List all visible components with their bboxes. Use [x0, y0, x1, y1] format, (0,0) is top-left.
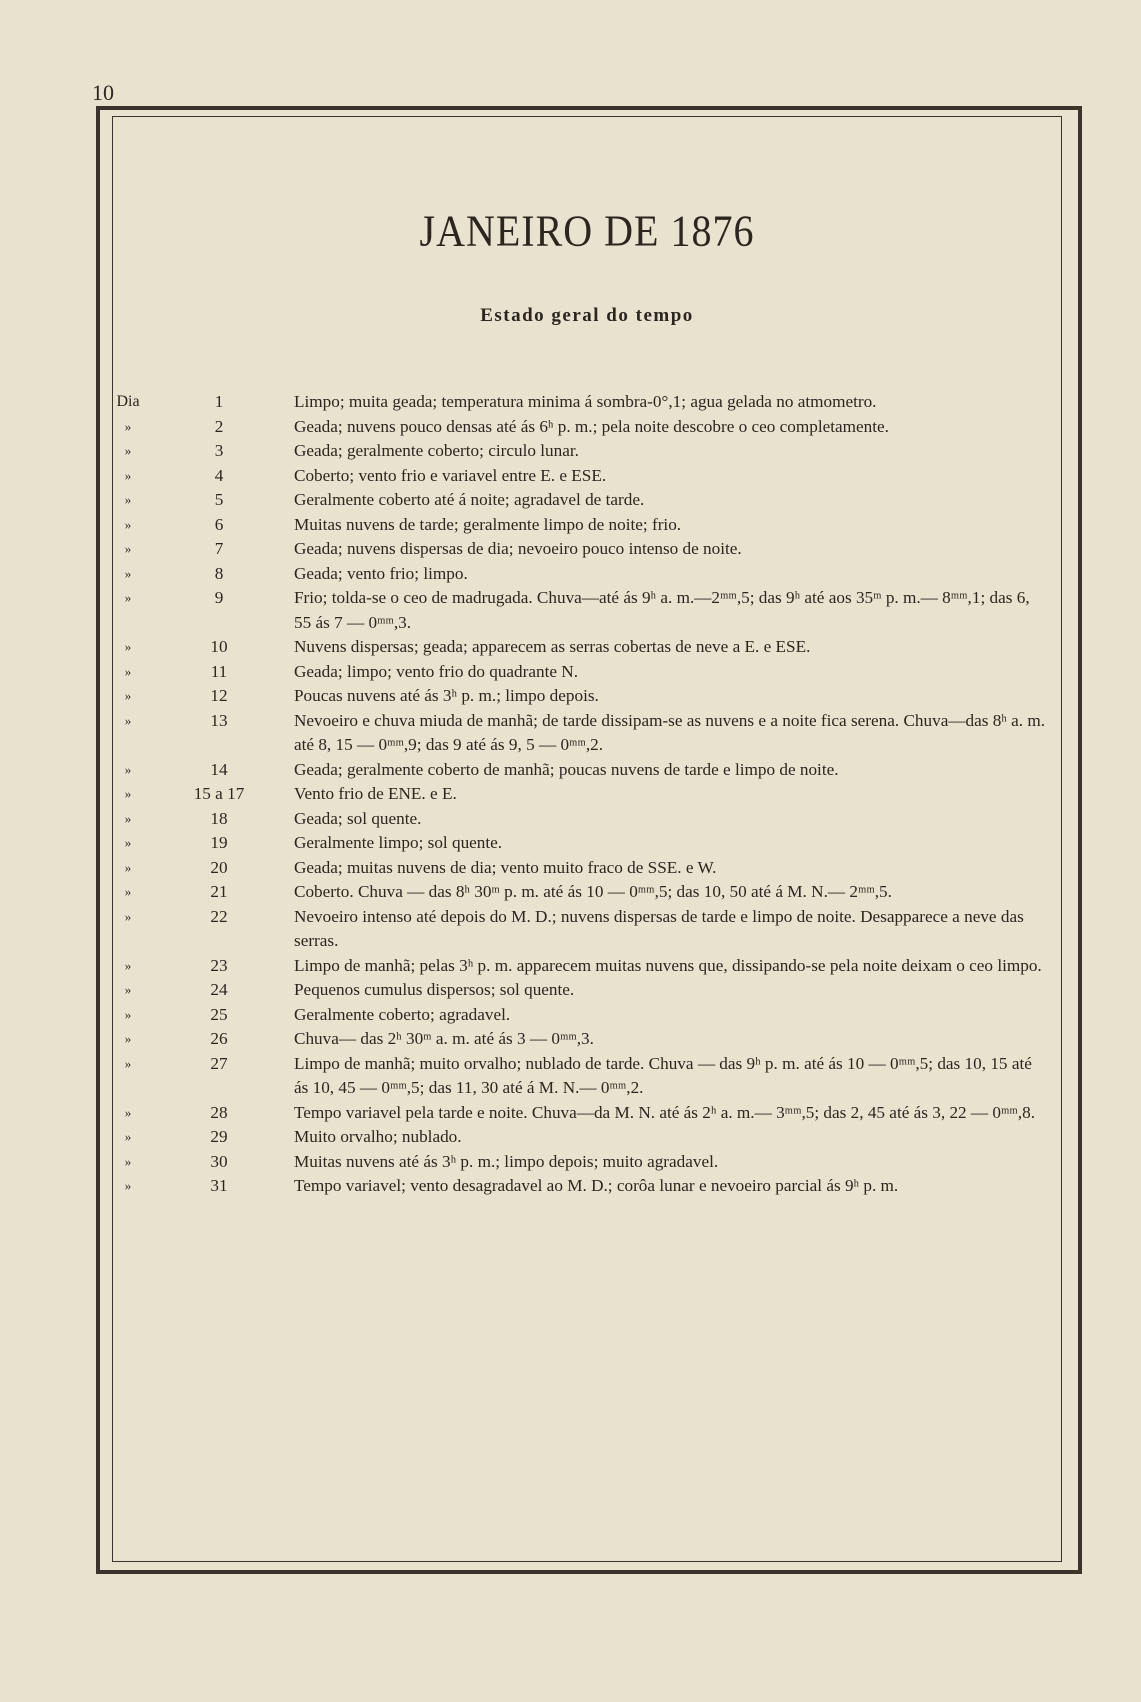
entry-day: 14	[210, 759, 228, 779]
ditto-mark: »	[124, 859, 132, 875]
entry-description: Vento frio de ENE. e E.	[294, 784, 457, 803]
entry-day: 23	[210, 955, 228, 975]
list-item	[112, 586, 1067, 635]
list-item	[112, 1150, 1067, 1175]
list-item	[112, 954, 1067, 979]
entry-day: 15 a 17	[193, 784, 245, 803]
ditto-mark: »	[124, 663, 132, 679]
entry-day: 28	[210, 1102, 228, 1122]
entry-day: 30	[210, 1151, 228, 1171]
entry-day: 6	[214, 514, 224, 534]
ditto-mark: »	[124, 835, 132, 850]
ditto-mark: »	[124, 1153, 132, 1169]
list-item	[112, 1027, 1067, 1052]
entry-day: 3	[214, 441, 224, 460]
list-item	[112, 856, 1067, 881]
section-subtitle: Estado geral do tempo	[480, 305, 694, 326]
list-item	[112, 831, 1067, 856]
entry-description: Geada; sol quente.	[294, 808, 422, 828]
entry-day: 18	[210, 808, 228, 828]
entry-day: 11	[210, 661, 228, 681]
entry-description: Nuvens dispersas; geada; apparecem as serras cobertas de neve a E. e ESE.	[294, 637, 811, 656]
ditto-mark: »	[124, 884, 132, 899]
ditto-mark: »	[124, 982, 132, 997]
page-title: JANEIRO DE 1876	[419, 205, 755, 256]
ditto-mark: »	[124, 1006, 132, 1022]
ditto-mark: »	[124, 712, 132, 728]
entry-description: Tempo variavel pela tarde e noite. Chuva—da M. N. até ás 2ʰ a. m.— 3ᵐᵐ,5; das 2, 45 até ás 3, 22 — 0ᵐᵐ,8.	[294, 1102, 1035, 1122]
weather-entries-list	[112, 390, 1067, 1199]
list-item	[112, 905, 1067, 954]
entry-description: Nevoeiro intenso até depois do M. D.; nuvens dispersas de tarde e limpo de noite. Desapparece a neve das serras.	[294, 906, 1024, 950]
ditto-mark: »	[124, 443, 132, 458]
ditto-mark: »	[124, 565, 132, 581]
entry-description: Geada; limpo; vento frio do quadrante N.	[294, 661, 578, 681]
ditto-mark: »	[124, 786, 132, 801]
entry-description: Nevoeiro e chuva miuda de manhã; de tarde dissipam-se as nuvens e a noite fica serena. Chuva—das 8ʰ a. m. até 8, 15 — 0ᵐᵐ,9; das 9 até ás 9, 5 — 0ᵐᵐ,2.	[294, 710, 1046, 754]
entry-description: Muito orvalho; nublado.	[294, 1127, 462, 1146]
ditto-mark: »	[124, 1178, 132, 1193]
ditto-mark: Dia	[116, 393, 140, 410]
entry-day: 5	[214, 490, 224, 509]
entry-description: Muitas nuvens de tarde; geralmente limpo de noite; frio.	[294, 514, 682, 534]
entry-description: Frio; tolda-se o ceo de madrugada. Chuva—até ás 9ʰ a. m.—2ᵐᵐ,5; das 9ʰ até aos 35ᵐ p. m.— 8ᵐᵐ,1; das 6, 55 ás 7 — 0ᵐᵐ,3.	[294, 588, 1030, 632]
entry-day: 2	[214, 416, 224, 436]
list-item	[112, 537, 1067, 562]
list-item	[112, 709, 1067, 758]
entry-day: 1	[214, 392, 224, 411]
entry-description: Chuva— das 2ʰ 30ᵐ a. m. até ás 3 — 0ᵐᵐ,3.	[294, 1029, 594, 1048]
entry-day: 26	[210, 1029, 228, 1048]
entry-description: Coberto; vento frio e variavel entre E. e ESE.	[294, 465, 607, 485]
entry-description: Geada; geralmente coberto de manhã; poucas nuvens de tarde e limpo de noite.	[294, 759, 839, 779]
entry-description: Geralmente limpo; sol quente.	[294, 833, 503, 852]
entry-description: Limpo de manhã; muito orvalho; nublado de tarde. Chuva — das 9ʰ p. m. até ás 10 — 0ᵐᵐ,5; das 10, 15 até ás 10, 45 — 0ᵐᵐ,5; das 11, 30 até á M. N.— 0ᵐᵐ,2.	[294, 1053, 1032, 1097]
entry-day: 22	[210, 906, 228, 926]
entry-description: Limpo de manhã; pelas 3ʰ p. m. apparecem muitas nuvens que, dissipando-se pela noite deixam o ceo limpo.	[294, 955, 1042, 975]
entry-description: Geralmente coberto; agradavel.	[294, 1004, 511, 1024]
list-item	[112, 439, 1067, 464]
entry-day: 24	[210, 980, 228, 999]
entry-day: 8	[214, 563, 224, 583]
entry-description: Geada; nuvens dispersas de dia; nevoeiro pouco intenso de noite.	[294, 539, 742, 558]
entry-day: 13	[210, 710, 228, 730]
ditto-mark: »	[124, 908, 132, 924]
ditto-mark: »	[124, 492, 132, 507]
ditto-mark: »	[124, 590, 132, 605]
entry-description: Geada; muitas nuvens de dia; vento muito fraco de SSE. e W.	[294, 857, 717, 877]
ditto-mark: »	[124, 761, 132, 777]
entry-day: 7	[214, 539, 224, 558]
ditto-mark: »	[124, 467, 132, 483]
list-item	[112, 660, 1067, 685]
list-item	[112, 513, 1067, 538]
entry-description: Geada; nuvens pouco densas até ás 6ʰ p. m.; pela noite descobre o ceo completamente.	[294, 416, 889, 436]
entry-description: Pequenos cumulus dispersos; sol quente.	[294, 980, 575, 999]
entry-day: 20	[210, 857, 228, 877]
list-item	[112, 1052, 1067, 1101]
entry-description: Poucas nuvens até ás 3ʰ p. m.; limpo depois.	[294, 686, 599, 705]
ditto-mark: »	[124, 541, 132, 556]
ditto-mark: »	[124, 957, 132, 973]
ditto-mark: »	[124, 418, 132, 434]
entry-description: Geralmente coberto até á noite; agradavel de tarde.	[294, 490, 645, 509]
list-item	[112, 390, 1067, 415]
entry-description: Tempo variavel; vento desagradavel ao M. D.; corôa lunar e nevoeiro parcial ás 9ʰ p. m.	[294, 1176, 899, 1195]
entry-day: 12	[210, 686, 228, 705]
entry-day: 21	[210, 882, 228, 901]
page-number: 10	[92, 80, 114, 105]
list-item	[112, 978, 1067, 1003]
entry-description: Coberto. Chuva — das 8ʰ 30ᵐ p. m. até ás 10 — 0ᵐᵐ,5; das 10, 50 até á M. N.— 2ᵐᵐ,5.	[294, 882, 892, 901]
entry-day: 10	[210, 637, 228, 656]
entry-day: 25	[210, 1004, 228, 1024]
entry-day: 29	[210, 1127, 228, 1146]
entry-description: Geada; vento frio; limpo.	[294, 563, 468, 583]
list-item	[112, 464, 1067, 489]
entry-day: 9	[214, 588, 224, 607]
list-item	[112, 1174, 1067, 1199]
ditto-mark: »	[124, 639, 132, 654]
list-item	[112, 782, 1067, 807]
ditto-mark: »	[124, 1129, 132, 1144]
list-item	[112, 562, 1067, 587]
entry-description: Geada; geralmente coberto; circulo lunar.	[294, 441, 579, 460]
ditto-mark: »	[124, 1104, 132, 1120]
list-item	[112, 758, 1067, 783]
entry-day: 31	[210, 1176, 228, 1195]
ditto-mark: »	[124, 1031, 132, 1046]
list-item	[112, 415, 1067, 440]
list-item	[112, 1101, 1067, 1126]
list-item	[112, 684, 1067, 709]
ditto-mark: »	[124, 516, 132, 532]
ditto-mark: »	[124, 1055, 132, 1071]
list-item	[112, 1125, 1067, 1150]
list-item	[112, 635, 1067, 660]
entry-description: Limpo; muita geada; temperatura minima á sombra-0°,1; agua gelada no atmometro.	[294, 392, 877, 411]
list-item	[112, 488, 1067, 513]
list-item	[112, 1003, 1067, 1028]
entry-day: 4	[214, 465, 224, 485]
ditto-mark: »	[124, 810, 132, 826]
ditto-mark: »	[124, 688, 132, 703]
list-item	[112, 880, 1067, 905]
list-item	[112, 807, 1067, 832]
entry-description: Muitas nuvens até ás 3ʰ p. m.; limpo depois; muito agradavel.	[294, 1151, 719, 1171]
entry-day: 19	[210, 833, 228, 852]
entry-day: 27	[210, 1053, 228, 1073]
